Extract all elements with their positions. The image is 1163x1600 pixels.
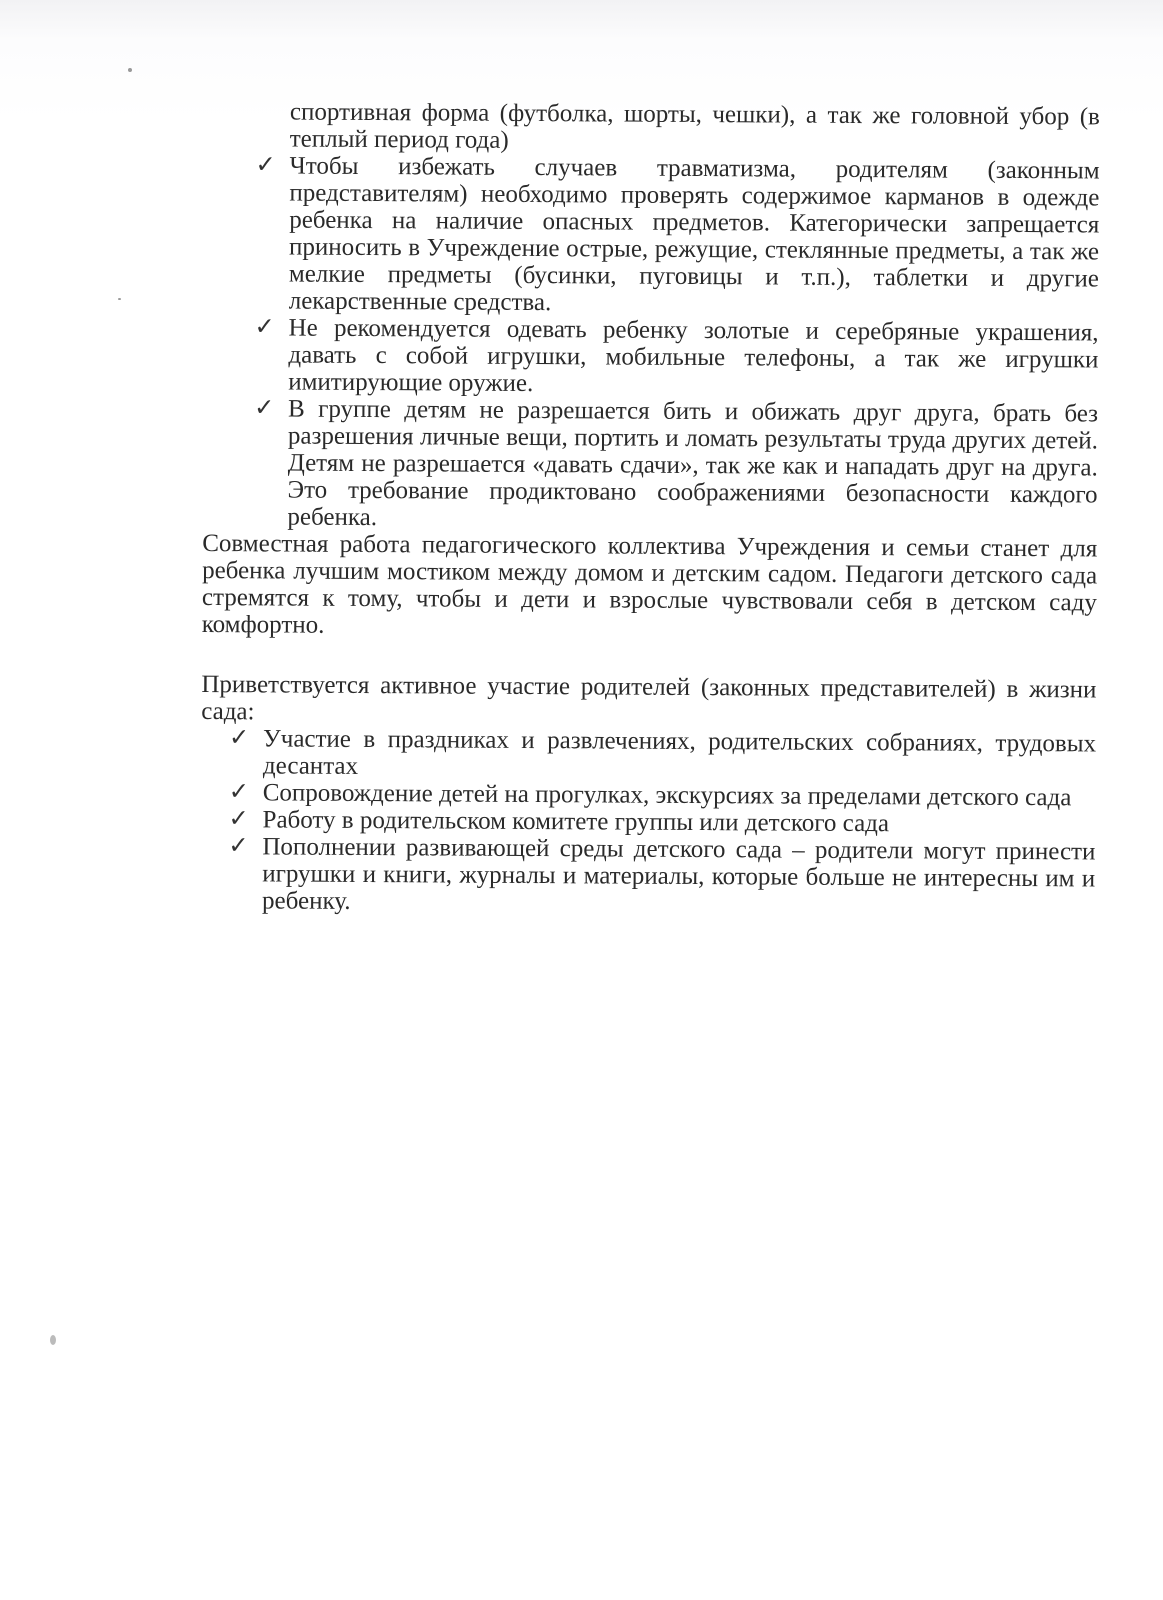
participation-text: Участие в праздниках и развлечениях, родительских собраниях, трудовых десантах bbox=[262, 725, 1097, 780]
rule-text: В группе детям не разрешается бить и обижать друг друга, брать без разрешения личные вещи, портить и ломать результаты труда других детей. Детям не разрешается «давать сдачи», так же как и нападать друг на друга. Это требование продиктовано соображениями безопасности каждого ребенка. bbox=[287, 395, 1099, 532]
rule-text: Чтобы избежать случаев травматизма, родителям (законным представителям) необходимо проверять содержимое карманов в одежде ребенка на наличие опасных предметов. Категорически запрещается приносить в Учреждение острые, режущие, стеклянные предметы, а так же мелкие предметы (бусинки, пуговицы и т.п.), таблетки и другие лекарственные средства. bbox=[288, 152, 1100, 317]
participation-list bbox=[200, 725, 1096, 919]
list-item bbox=[254, 395, 1099, 536]
rules-list bbox=[202, 152, 1099, 535]
continuation-text: спортивная форма (футболка, шорты, чешки), а так же головной убор (в теплый период года) bbox=[289, 98, 1100, 154]
participation-text: Сопровождение детей на прогулках, экскурсиях за пределами детского сада bbox=[262, 779, 1072, 812]
checkmark-icon: ✓ bbox=[228, 833, 249, 860]
list-item bbox=[229, 725, 1097, 784]
participation-text: Пополнении развивающей среды детского сада – родители могут принести игрушки и книги, журналы и материалы, которые больше не интересны им и ребенку. bbox=[262, 833, 1096, 915]
checkmark-icon: ✓ bbox=[255, 152, 276, 179]
list-item bbox=[228, 833, 1096, 919]
checkmark-icon: ✓ bbox=[228, 779, 249, 806]
participation-intro: Приветствуется активное участие родителей (законных представителей) в жизни сада: bbox=[201, 670, 1097, 726]
scan-speck bbox=[118, 298, 121, 300]
document-body bbox=[200, 98, 1100, 919]
scan-speck bbox=[128, 68, 132, 72]
scan-speck bbox=[50, 1335, 56, 1345]
cooperation-paragraph: Совместная работа педагогического коллектива Учреждения и семьи станет для ребенка лучшим мостиком между домом и детским садом. Педагоги детского сада стремятся к тому, чтобы и дети и взрослые чувствовали себя в детском саду комфортно. bbox=[201, 529, 1098, 639]
checkmark-icon: ✓ bbox=[254, 314, 275, 341]
paragraph-gap bbox=[201, 638, 1096, 676]
list-item bbox=[254, 314, 1099, 401]
checkmark-icon: ✓ bbox=[228, 806, 249, 833]
rule-text: Не рекомендуется одевать ребенку золотые и серебряные украшения, давать с собой игрушки, мобильные телефоны, а так же игрушки имитирующие оружие. bbox=[288, 314, 1099, 398]
checkmark-icon: ✓ bbox=[254, 395, 275, 422]
checkmark-icon: ✓ bbox=[229, 725, 250, 752]
participation-text: Работу в родительском комитете группы или детского сада bbox=[262, 806, 890, 838]
list-item bbox=[255, 152, 1100, 320]
